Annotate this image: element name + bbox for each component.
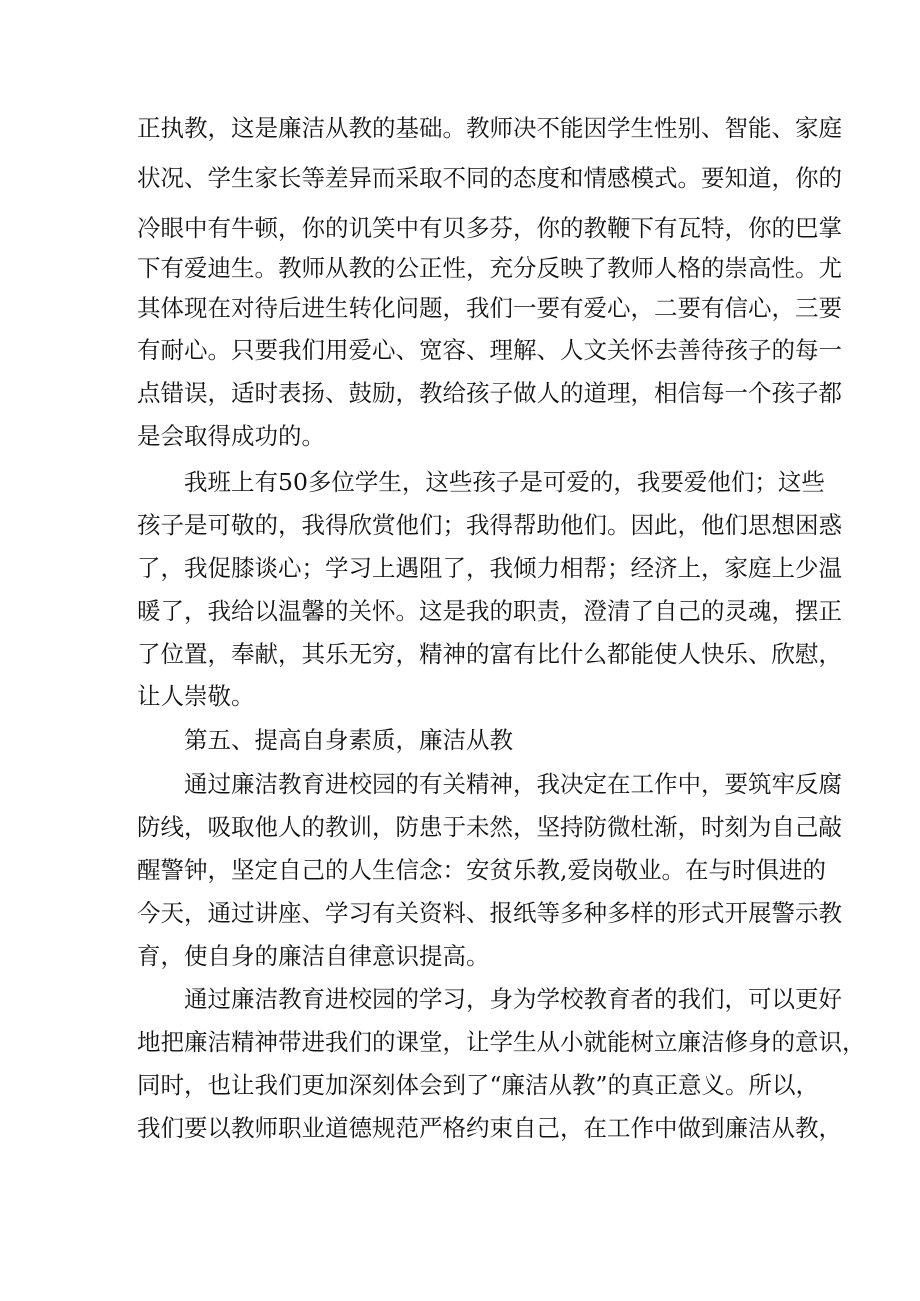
text-line: 下有爱迪生。教师从教的公正性，充分反映了教师人格的崇高性。尤 bbox=[137, 254, 842, 282]
paragraph-first-line: 通过廉洁教育进校园的有关精神，我决定在工作中，要筑牢反腐 bbox=[184, 770, 842, 798]
text-line: 育，使自身的廉洁自律意识提高。 bbox=[137, 942, 490, 970]
text-line: 孩子是可敬的，我得欣赏他们；我得帮助他们。因此，他们思想困惑 bbox=[137, 511, 842, 539]
text-line: 其体现在对待后进生转化问题，我们一要有爱心，二要有信心，三要 bbox=[137, 294, 842, 322]
paragraph-first-line: 我班上有50多位学生，这些孩子是可爱的，我要爱他们；这些 bbox=[184, 468, 825, 496]
text-line: 防线，吸取他人的教训，防患于未然，坚持防微杜渐，时刻为自己敲 bbox=[137, 813, 842, 841]
text-line: 是会取得成功的。 bbox=[137, 422, 325, 450]
text-line: 了位置，奉献，其乐无穷，精神的富有比什么都能使人快乐、欣慰， bbox=[137, 640, 842, 668]
text-line: 今天，通过讲座、学习有关资料、报纸等多种多样的形式开展警示教 bbox=[137, 899, 842, 927]
text-line: 状况、学生家长等差异而采取不同的态度和情感模式。要知道，你的 bbox=[137, 164, 842, 192]
text-line: 冷眼中有牛顿，你的讥笑中有贝多芬，你的教鞭下有瓦特，你的巴掌 bbox=[137, 214, 842, 242]
text-line: 醒警钟，坚定自己的人生信念：安贫乐教,爱岗敬业。在与时俱进的 bbox=[137, 856, 826, 884]
text-line: 了，我促膝谈心；学习上遇阻了，我倾力相帮；经济上，家庭上少温 bbox=[137, 554, 842, 582]
text-line: 有耐心。只要我们用爱心、宽容、理解、人文关怀去善待孩子的每一 bbox=[137, 336, 842, 364]
paragraph-first-line: 通过廉洁教育进校园的学习，身为学校教育者的我们，可以更好 bbox=[184, 985, 842, 1013]
text-line: 点错误，适时表扬、鼓励，教给孩子做人的道理，相信每一个孩子都 bbox=[137, 379, 842, 407]
text-line: 正执教，这是廉洁从教的基础。教师决不能因学生性别、智能、家庭 bbox=[137, 114, 842, 142]
section-heading: 第五、提高自身素质，廉洁从教 bbox=[184, 726, 513, 754]
text-line: 让人崇敬。 bbox=[137, 682, 255, 710]
text-line: 同时，也让我们更加深刻体会到了“廉洁从教”的真正意义。所以， bbox=[137, 1071, 820, 1099]
text-line: 地把廉洁精神带进我们的课堂，让学生从小就能树立廉洁修身的意识， bbox=[137, 1028, 866, 1056]
text-line: 我们要以教师职业道德规范严格约束自己，在工作中做到廉洁从教， bbox=[137, 1114, 842, 1142]
text-line: 暖了，我给以温馨的关怀。这是我的职责，澄清了自己的灵魂，摆正 bbox=[137, 597, 842, 625]
